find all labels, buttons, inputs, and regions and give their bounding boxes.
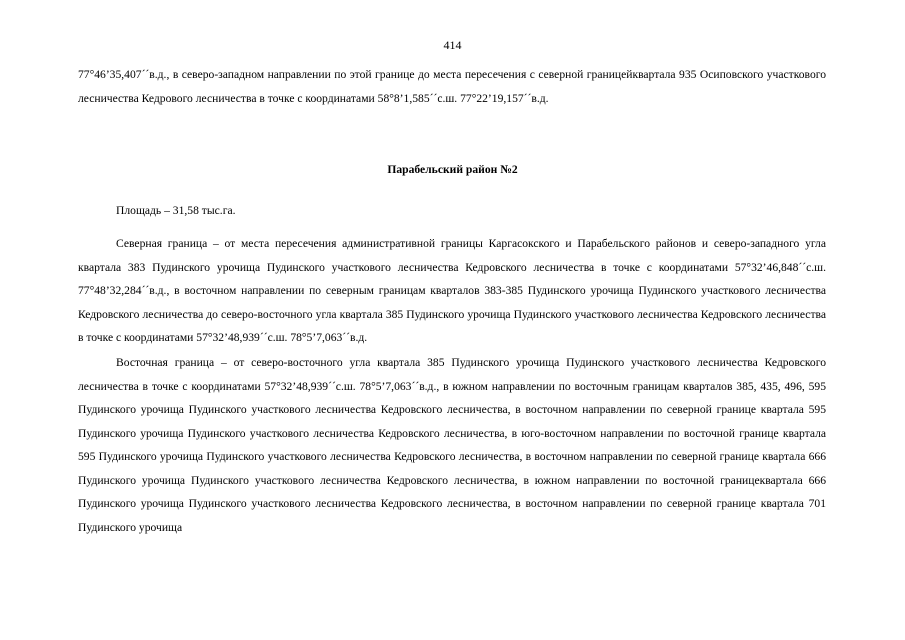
area-text: Площадь – 31,58 тыс.га. — [116, 204, 236, 217]
page-number: 414 — [443, 38, 462, 52]
north-border-paragraph — [78, 232, 826, 350]
north-border-text: Северная граница – от места пересечения административной границы Каргасокского и Парабельского районов и северо-западного угла квартала 383 Пудинского урочища Пудинского участкового лесничества Кедровского лесничества в точке с координатами 57°32’46,848´´с.ш. 77°48’32,284´´в.д., в восточном направлении по северным границам кварталов 383-385 Пудинского урочища Пудинского участкового лесничества Кедровского лесничества до северо-восточного угла квартала 385 Пудинского урочища Пудинского участкового лесничества Кедровского лесничества в точке с координатами 57°32’48,939´´с.ш. 78°5’7,063´´в.д. — [78, 237, 826, 344]
east-border-paragraph — [78, 351, 826, 539]
continuation-text: 77°46’35,407´´в.д., в северо-западном направлении по этой границе до места пересечения с северной границейквартала 935 Осиповского участкового лесничества Кедрового лесничества в точке с координатами 58°8’1,585´´с.ш. 77°22’19,157´´в.д. — [78, 68, 826, 105]
area-paragraph — [78, 199, 826, 223]
east-border-text: Восточная граница – от северо-восточного угла квартала 385 Пудинского урочища Пудинского участкового лесничества Кедровского лесничества в точке с координатами 57°32’48,939´´с.ш. 78°5’7,063´´в.д., в южном направлении по восточным границам кварталов 385, 435, 496, 595 Пудинского урочища Пудинского участкового лесничества Кедровского лесничества, в восточном направлении по северной границе квартала 595 Пудинского урочища Пудинского участкового лесничества Кедровского лесничества, в юго-восточном направлении по восточной границе квартала 595 Пудинского урочища Пудинского участкового лесничества Кедровского лесничества, в восточном направлении по северной границе квартала 666 Пудинского урочища Пудинского участкового лесничества Кедровского лесничества, в южном направлении по восточной границеквартала 666 Пудинского урочища Пудинского участкового лесничества Кедровского лесничества, в восточном направлении по северной границе квартала 701 Пудинского урочища — [78, 356, 826, 534]
section-heading: Парабельский район №2 — [387, 163, 518, 176]
continuation-paragraph — [78, 63, 826, 110]
